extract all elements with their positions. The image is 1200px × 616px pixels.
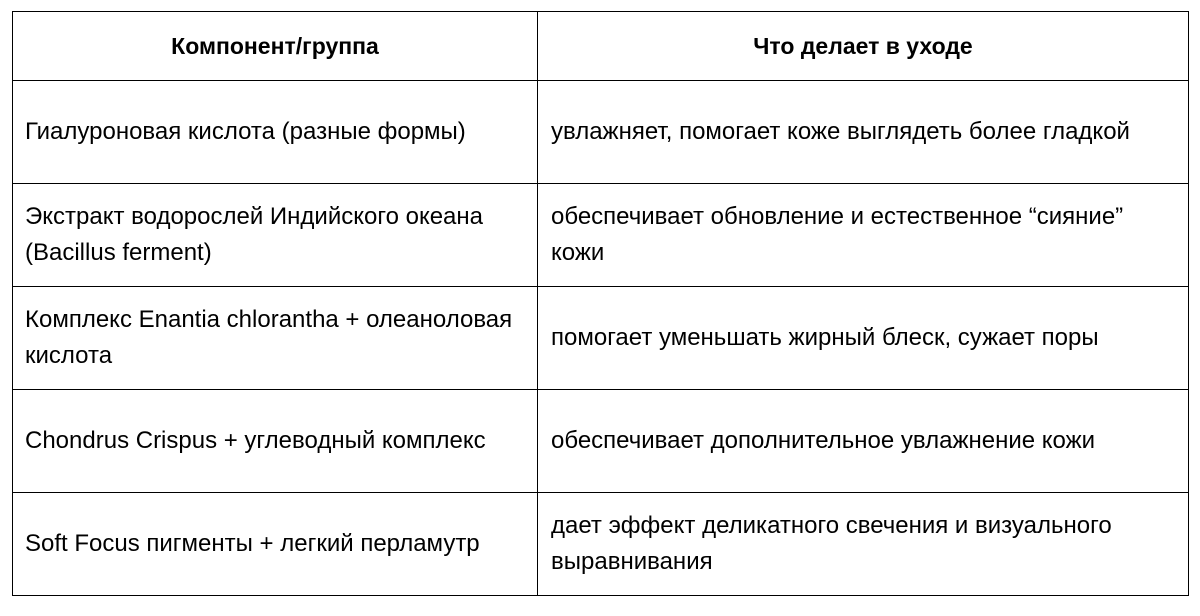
table-row (13, 493, 1189, 596)
effect-cell: увлажняет, помогает коже выглядеть более гладкой (538, 81, 1189, 184)
table-row (13, 390, 1189, 493)
table-row (13, 287, 1189, 390)
effect-cell: дает эффект деликатного свечения и визуального выравнивания (538, 493, 1189, 596)
header-effect: Что делает в уходе (538, 12, 1189, 81)
table-row (13, 184, 1189, 287)
table-row (13, 81, 1189, 184)
ingredients-table (12, 11, 1189, 596)
table-header-row (13, 12, 1189, 81)
component-cell: Chondrus Crispus + углеводный комплекс (13, 390, 538, 493)
component-cell: Гиалуроновая кислота (разные формы) (13, 81, 538, 184)
header-component: Компонент/группа (13, 12, 538, 81)
effect-cell: обеспечивает обновление и естественное “сияние” кожи (538, 184, 1189, 287)
component-cell: Комплекс Enantia chlorantha + олеаноловая кислота (13, 287, 538, 390)
component-cell: Soft Focus пигменты + легкий перламутр (13, 493, 538, 596)
effect-cell: обеспечивает дополнительное увлажнение кожи (538, 390, 1189, 493)
effect-cell: помогает уменьшать жирный блеск, сужает поры (538, 287, 1189, 390)
component-cell: Экстракт водорослей Индийского океана (Bacillus ferment) (13, 184, 538, 287)
